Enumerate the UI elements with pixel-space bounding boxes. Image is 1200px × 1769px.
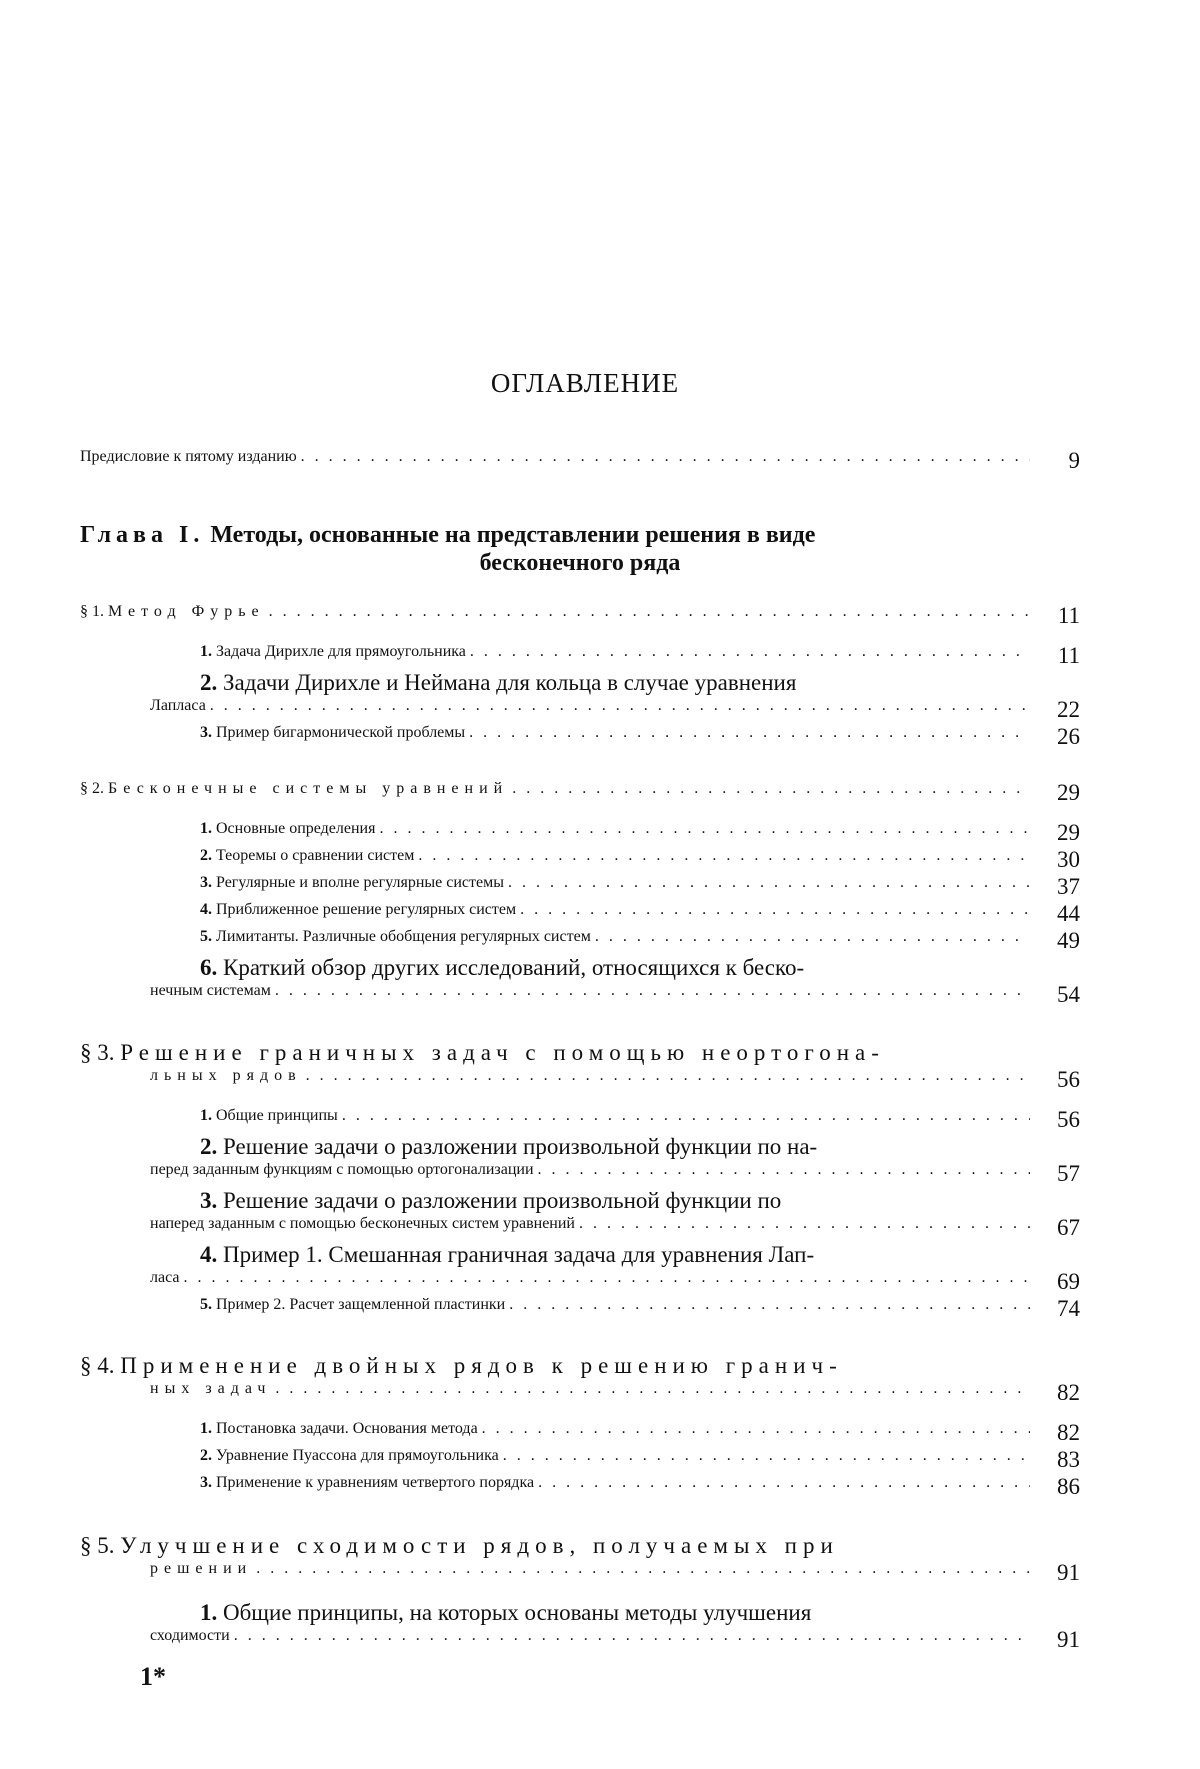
toc-item-continuation: перед заданным функциям с помощью ортогонализации . . . <box>150 1161 1030 1188</box>
toc-item: 3. Применение к уравнениям четвертого порядка . . . <box>200 1474 1030 1501</box>
section-title-continuation: решении . . . <box>150 1560 1030 1587</box>
section-page: 11 <box>1057 603 1080 628</box>
section-5-heading: § 5. Улучшение сходимости рядов, получаемых при <box>80 1533 839 1558</box>
section-1-heading <box>80 603 1030 630</box>
section-4-heading: § 4. Применение двойных рядов к решению гранич- <box>80 1353 843 1378</box>
page-title: ОГЛАВЛЕНИЕ <box>490 368 680 398</box>
item-page: 37 <box>1057 874 1080 899</box>
toc-item-continuation: сходимости . . . <box>150 1627 1030 1654</box>
item-page: 29 <box>1057 820 1080 845</box>
chapter-label: Глава I. <box>80 522 205 548</box>
toc-item: 4. Приближенное решение регулярных систем . . . <box>200 901 1030 928</box>
toc-item: 2. Уравнение Пуассона для прямоугольника . . . <box>200 1447 1030 1474</box>
chapter-heading <box>80 521 1080 577</box>
toc-item: 3. Регулярные и вполне регулярные системы . . . <box>200 874 1030 901</box>
toc-item-continuation: наперед заданным с помощью бесконечных систем уравнений . . . <box>150 1215 1030 1242</box>
section-title-continuation: ных задач . . . <box>150 1380 1030 1407</box>
item-page: 69 <box>1057 1269 1080 1294</box>
toc-item: 5. Лимитанты. Различные обобщения регулярных систем . . . <box>200 928 1030 955</box>
toc-item: 4. Пример 1. Смешанная граничная задача для уравнения Лап- <box>200 1242 815 1267</box>
item-page: 26 <box>1057 724 1080 749</box>
item-page: 30 <box>1057 847 1080 872</box>
section-2-heading: § 2. Бесконечные системы уравнений . . . <box>80 780 1030 807</box>
toc-item: 2. Решение задачи о разложении произвольной функции по на- <box>200 1134 818 1159</box>
item-page: 83 <box>1057 1447 1080 1472</box>
item-page: 54 <box>1057 982 1080 1007</box>
toc-entry-preface <box>80 448 1030 475</box>
toc-item: 2. Теоремы о сравнении систем . . . <box>200 847 1030 874</box>
entry-page: 9 <box>1068 448 1080 473</box>
item-page: 86 <box>1057 1474 1080 1499</box>
item-page: 82 <box>1057 1420 1080 1445</box>
section-title: Метод Фурье <box>108 603 265 620</box>
section-page: 91 <box>1057 1560 1080 1585</box>
toc-item: 1. Общие принципы, на которых основаны методы улучшения <box>200 1600 812 1625</box>
item-page: 22 <box>1057 697 1080 722</box>
entry-text: Предисловие к пятому изданию <box>80 448 297 465</box>
toc-item-continuation: Лапласа . . . <box>150 697 1030 724</box>
item-page: 74 <box>1057 1296 1080 1321</box>
toc-item: 6. Краткий обзор других исследований, относящихся к беско- <box>200 955 805 980</box>
section-page: 56 <box>1057 1067 1080 1092</box>
chapter-title-line1: Методы, основанные на представлении решения в виде <box>210 522 816 548</box>
item-page: 67 <box>1057 1215 1080 1240</box>
toc-item: 1. Постановка задачи. Основания метода . . . <box>200 1420 1030 1447</box>
section-page: 82 <box>1057 1380 1080 1405</box>
toc-item: 1. Задача Дирихле для прямоугольника . . . <box>200 643 1030 670</box>
signature-mark: 1* <box>140 1662 166 1691</box>
item-page: 44 <box>1057 901 1080 926</box>
toc-item: 1. Общие принципы . . . <box>200 1107 1030 1134</box>
toc-item: 1. Основные определения . . . <box>200 820 1030 847</box>
chapter-title-line2: бесконечного ряда <box>479 550 681 576</box>
toc-item-continuation: ласа . . . <box>150 1269 1030 1296</box>
section-page: 29 <box>1057 780 1080 805</box>
item-page: 56 <box>1057 1107 1080 1132</box>
section-title-continuation: льных рядов . . . <box>150 1067 1030 1094</box>
item-page: 57 <box>1057 1161 1080 1186</box>
item-page: 49 <box>1057 928 1080 953</box>
item-page: 91 <box>1057 1627 1080 1652</box>
section-3-heading: § 3. Решение граничных задач с помощью неортогона- <box>80 1040 885 1065</box>
toc-item: 5. Пример 2. Расчет защемленной пластинки . . . <box>200 1296 1030 1323</box>
toc-item: 3. Пример бигармонической проблемы . . . <box>200 724 1030 751</box>
toc-item: 2. Задачи Дирихле и Неймана для кольца в случае уравнения <box>200 670 797 695</box>
toc-item-continuation: нечным системам . . . <box>150 982 1030 1009</box>
section-number: § 1. <box>80 603 104 620</box>
item-page: 11 <box>1057 643 1080 668</box>
toc-item: 3. Решение задачи о разложении произвольной функции по <box>200 1188 782 1213</box>
